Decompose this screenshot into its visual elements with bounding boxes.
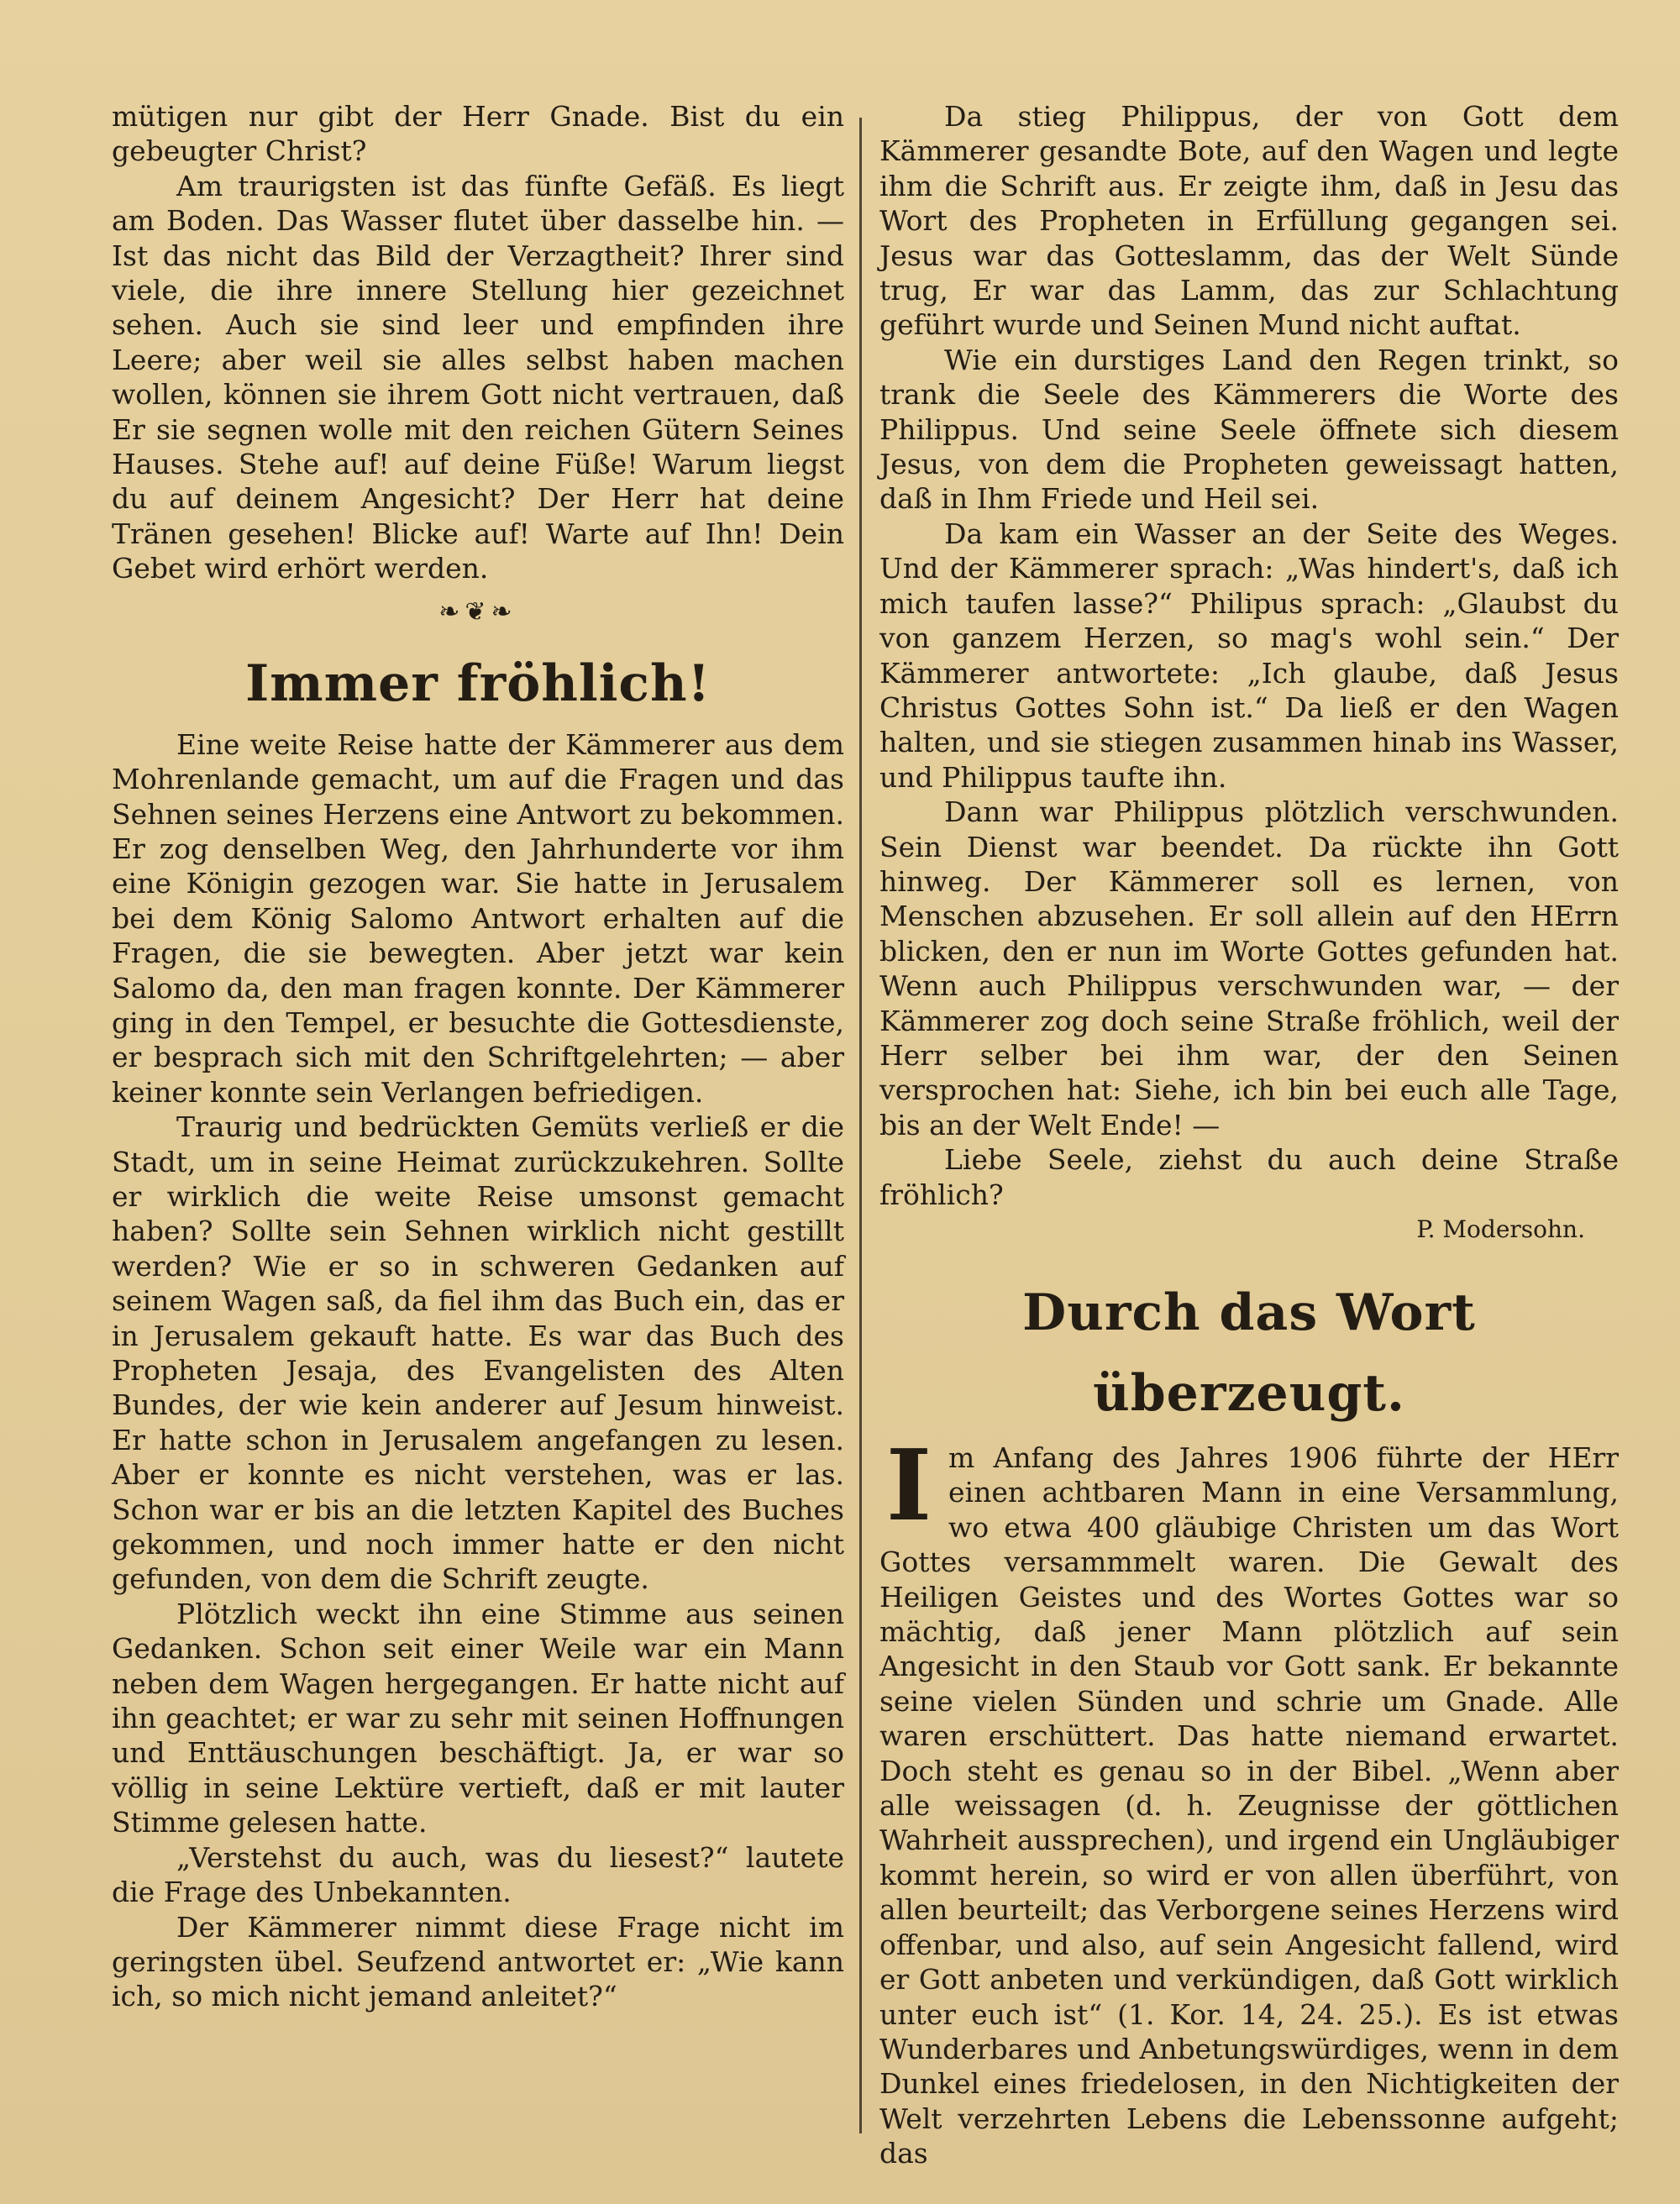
- right-column: [879, 99, 1619, 2171]
- paragraph: Plötzlich weckt ihn eine Stimme aus seinen Gedanken. Schon seit einer Weile war ein Mann neben dem Wagen hergegangen. Er hatte nicht auf ihn geachtet; er war zu sehr mit seinen Hoffnungen und Enttäuschungen beschäftigt. Ja, er war so völlig in seine Lektüre vertieft, daß er mit lauter Stimme gelesen hatte.: [112, 1597, 844, 1839]
- ornament-divider: ❧❦❧: [438, 596, 517, 627]
- paragraph: Liebe Seele, ziehst du auch deine Straße fröhlich?: [879, 1143, 1619, 1211]
- paragraph: Da stieg Philippus, der von Gott dem Kämmerer gesandte Bote, auf den Wagen und legte ihm die Schrift aus. Er zeigte ihm, daß in Jesu das Wort des Propheten in Erfüllung gegangen sei. Jesus war das Gotteslamm, das der Welt Sünde trug, Er war das Lamm, das zur Schlachtung geführt wurde und Seinen Mund nicht auftat.: [879, 100, 1619, 342]
- left-column: [112, 99, 844, 2014]
- paragraph: Da kam ein Wasser an der Seite des Weges. Und der Kämmerer sprach: „Was hindert's, daß ich mich taufen lasse?“ Philipus sprach: „Glaubst du von ganzem Herzen, so mag's wohl sein.“ Der Kämmerer antwortete: „Ich glaube, daß Jesus Christus Gottes Sohn ist.“ Da ließ er den Wagen halten, und sie stiegen zusammen hinab ins Wasser, und Philippus taufte ihn.: [879, 517, 1619, 794]
- paragraph: Eine weite Reise hatte der Kämmerer aus dem Mohrenlande gemacht, um auf die Fragen und das Sehnen seines Herzens eine Antwort zu bekommen. Er zog denselben Weg, den Jahrhunderte vor ihm eine Königin gezogen war. Sie hatte in Jerusalem bei dem König Salomo Antwort erhalten auf die Fragen, die sie bewegten. Aber jetzt war kein Salomo da, den man fragen konnte. Der Kämmerer ging in den Tempel, er besuchte die Gottesdienste, er besprach sich mit den Schriftgelehrten; — aber keiner konnte sein Verlangen befriedigen.: [112, 727, 844, 1109]
- paragraph: Traurig und bedrückten Gemüts verließ er die Stadt, um in seine Heimat zurückzukehren. Sollte er wirklich die weite Reise umsonst gemacht haben? Sollte sein Sehnen wirklich nicht gestillt werden? Wie er so in schweren Gedanken auf seinem Wagen saß, da fiel ihm das Buch ein, das er in Jerusalem gekauft hatte. Es war das Buch des Propheten Jesaja, des Evangelisten des Alten Bundes, der wie kein anderer auf Jesum hinweist. Er hatte schon in Jerusalem angefangen zu lesen. Aber er konnte es nicht verstehen, was er las. Schon war er bis an die letzten Kapitel des Buches gekommen, und noch immer hatte er den nicht gefunden, von dem die Schrift zeugte.: [112, 1110, 844, 1596]
- author-signature: P. Modersohn.: [1416, 1215, 1585, 1243]
- article-title: Durch das Wort überzeugt.: [1022, 1283, 1476, 1423]
- paragraph: Wie ein durstiges Land den Regen trinkt, so trank die Seele des Kämmerers die Worte des Philippus. Und seine Seele öffnete sich diesem Jesus, von dem die Propheten geweissagt hatten, daß in Ihm Friede und Heil sei.: [879, 343, 1619, 516]
- article-body: [879, 1429, 1619, 2171]
- article-title: Immer fröhlich!: [245, 653, 711, 713]
- paragraph: „Verstehst du auch, was du liesest?“ lautete die Frage des Unbekannten.: [112, 1840, 844, 1909]
- paragraph: Am traurigsten ist das fünfte Gefäß. Es liegt am Boden. Das Wasser flutet über dasselbe hin. — Ist das nicht das Bild der Verzagtheit? Ihrer sind viele, die ihre innere Stellung hier gezeichnet sehen. Auch sie sind leer und empfinden ihre Leere; aber weil sie alles selbst haben machen wollen, können sie ihrem Gott nicht vertrauen, daß Er sie segnen wolle mit den reichen Gütern Seines Hauses. Stehe auf! auf deine Füße! Warum liegst du auf deinem Angesicht? Der Herr hat deine Tränen gesehen! Blicke auf! Warte auf Ihn! Dein Gebet wird erhört werden.: [112, 169, 844, 585]
- intro-text: mütigen nur gibt der Herr Gnade. Bist du ein gebeugter Christ?: [112, 100, 844, 168]
- paragraph: m Anfang des Jahres 1906 führte der HErr einen achtbaren Mann in eine Versammlung, wo etwa 400 gläubige Christen um das Wort Gottes versammmelt waren. Die Gewalt des Heiligen Geistes und des Wortes Gottes war so mächtig, daß jener Mann plötzlich auf sein Angesicht in den Staub vor Gott sank. Er bekannte seine vielen Sünden und schrie um Gnade. Alle waren erschüttert. Das hatte niemand erwartet. Doch steht es genau so in der Bibel. „Wenn aber alle weissagen (d. h. Zeugnisse der göttlichen Wahrheit aussprechen), und irgend ein Ungläubiger kommt herein, so wird er von allen überführt, von allen beurteilt; das Verborgene seines Herzens wird offenbar, und also, auf sein Angesicht fallend, wird er Gott anbeten und verkündigen, daß Gott wirklich unter euch ist“ (1. Kor. 14, 24. 25.). Es ist etwas Wunderbares und Anbetungswürdiges, wenn in dem Dunkel eines friedelosen, in den Nichtigkeiten der Welt verzehrten Lebens die Lebenssonne aufgeht; das: [879, 1441, 1619, 2170]
- paragraph: Dann war Philippus plötzlich verschwunden. Sein Dienst war beendet. Da rückte ihn Gott hinweg. Der Kämmerer soll es lernen, von Menschen abzusehen. Er soll allein auf den HErrn blicken, den er nun im Worte Gottes gefunden hat. Wenn auch Philippus verschwunden war, — der Kämmerer zog doch seine Straße fröhlich, weil der Herr selber bei ihm war, der den Seinen versprochen hat: Siehe, ich bin bei euch alle Tage, bis an der Welt Ende! —: [879, 795, 1619, 1141]
- paragraph: Der Kämmerer nimmt diese Frage nicht im geringsten übel. Seufzend antwortet er: „Wie kann ich, so mich nicht jemand anleitet?“: [112, 1910, 844, 2013]
- column-divider: [859, 118, 862, 2133]
- drop-cap: I: [885, 1429, 932, 1543]
